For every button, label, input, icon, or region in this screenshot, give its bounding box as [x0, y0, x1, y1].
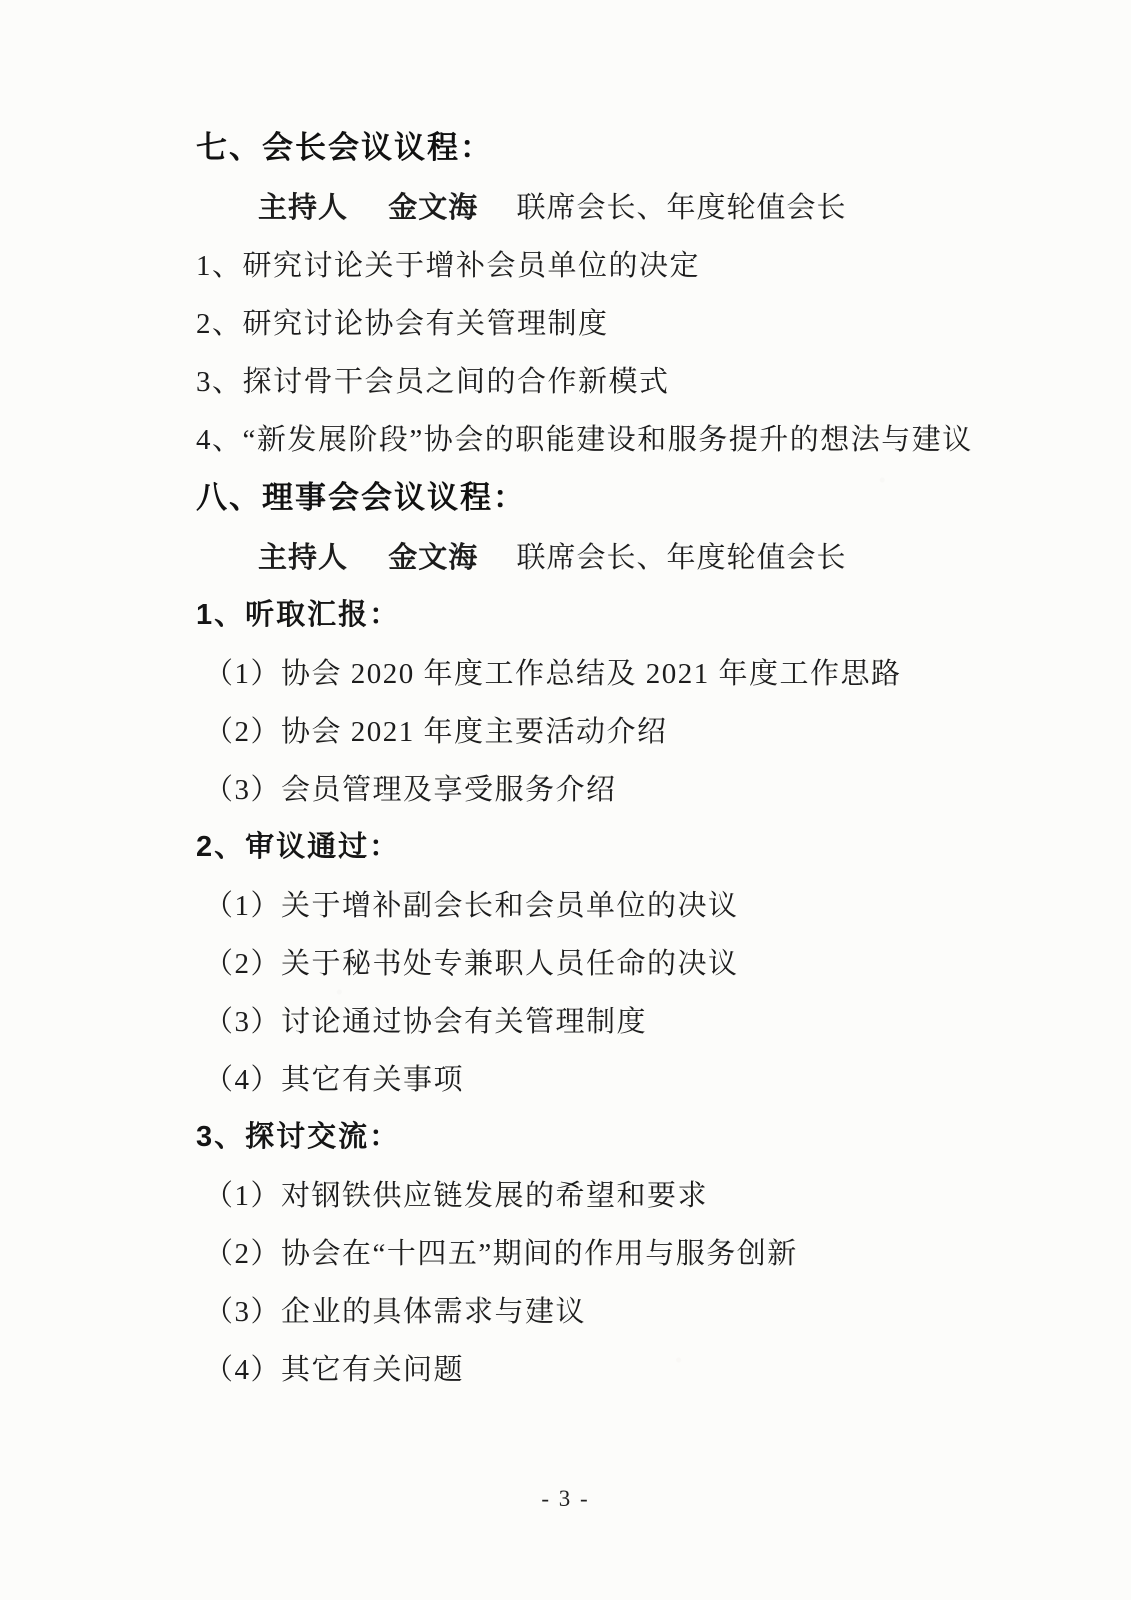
agenda-item: 3、探讨骨干会员之间的合作新模式 — [196, 366, 670, 398]
agenda-item: 1、研究讨论关于增补会员单位的决定 — [196, 250, 701, 282]
subsection-review-approve — [196, 826, 1041, 1100]
subsection-hear-reports — [196, 594, 1041, 810]
moderator-title: 联席会长、年度轮值会长 — [516, 192, 847, 224]
agenda-subitem: （1）协会 2020 年度工作总结及 2021 年度工作思路 — [204, 658, 902, 690]
subsection-heading: 3、探讨交流： — [196, 1121, 401, 1153]
moderator-name: 金文海 — [388, 542, 479, 574]
agenda-subitem: （2）协会 2021 年度主要活动介绍 — [204, 716, 668, 748]
section-council-meeting-agenda — [196, 476, 1041, 1390]
subsection-discussion-exchange — [196, 1116, 1041, 1390]
section-heading: 八、理事会会议议程： — [196, 480, 526, 515]
moderator-title: 联席会长、年度轮值会长 — [516, 542, 847, 574]
section-chairman-meeting-agenda — [196, 126, 1041, 460]
moderator-name: 金文海 — [388, 192, 479, 224]
agenda-item: 4、“新发展阶段”协会的职能建设和服务提升的想法与建议 — [196, 424, 973, 456]
moderator-label: 主持人 — [258, 542, 349, 574]
moderator-line — [258, 538, 1041, 578]
agenda-subitem: （3）企业的具体需求与建议 — [204, 1296, 587, 1328]
section-heading: 七、会长会议议程： — [196, 130, 493, 165]
moderator-line — [258, 188, 1041, 228]
subsection-heading: 1、听取汇报： — [196, 599, 401, 631]
agenda-subitem: （1）关于增补副会长和会员单位的决议 — [204, 890, 739, 922]
agenda-subitem: （4）其它有关事项 — [204, 1064, 465, 1096]
page-number: - 3 - — [541, 1486, 590, 1511]
moderator-label: 主持人 — [258, 192, 349, 224]
agenda-item: 2、研究讨论协会有关管理制度 — [196, 308, 609, 340]
agenda-subitem: （4）其它有关问题 — [204, 1354, 465, 1386]
agenda-subitem: （3）讨论通过协会有关管理制度 — [204, 1006, 648, 1038]
agenda-subitem: （1）对钢铁供应链发展的希望和要求 — [204, 1180, 709, 1212]
agenda-subitem: （3）会员管理及享受服务介绍 — [204, 774, 617, 806]
subsection-heading: 2、审议通过： — [196, 831, 401, 863]
agenda-subitem: （2）协会在“十四五”期间的作用与服务创新 — [204, 1238, 798, 1270]
agenda-subitem: （2）关于秘书处专兼职人员任命的决议 — [204, 948, 739, 980]
